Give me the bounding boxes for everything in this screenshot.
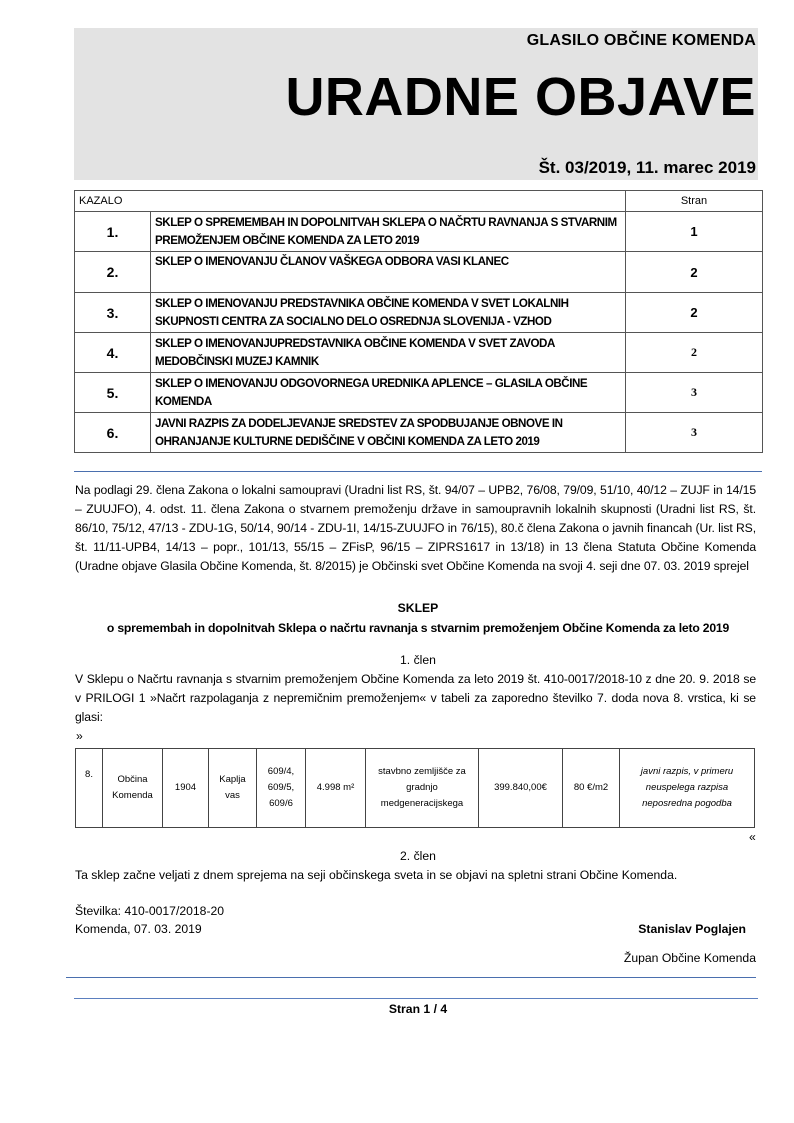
cell-value: 399.840,00€ xyxy=(479,749,563,828)
cell-price: 80 €/m2 xyxy=(563,749,620,828)
contents-row-title[interactable]: JAVNI RAZPIS ZA DODELJEVANJE SREDSTEV ZA SPODBUJANJE OBNOVE IN OHRANJANJE KULTURNE DEDIŠČINE V OBČINI KOMENDA ZA LETO 2019 xyxy=(151,413,626,453)
contents-row-number: 1. xyxy=(75,212,151,252)
contents-header-row xyxy=(75,191,763,212)
contents-row-number: 2. xyxy=(75,252,151,293)
inserted-row-table xyxy=(75,748,755,828)
contents-row-page: 3 xyxy=(626,373,763,413)
cell-municipality: Občina Komenda xyxy=(103,749,163,828)
article-1-heading: 1. člen xyxy=(400,653,436,667)
contents-row-title[interactable]: SKLEP O IMENOVANJU ČLANOV VAŠKEGA ODBORA VASI KLANEC xyxy=(151,252,626,293)
signatory-name: Stanislav Poglajen xyxy=(638,922,746,936)
issue-number-date: Št. 03/2019, 11. marec 2019 xyxy=(538,158,756,177)
footer-divider xyxy=(74,998,758,999)
contents-row-page: 3 xyxy=(626,413,763,453)
contents-row[interactable] xyxy=(75,333,763,373)
contents-row[interactable] xyxy=(75,413,763,453)
article-2-text: Ta sklep začne veljati z dnem sprejema na seji občinskega sveta in se objavi na spletni strani Občine Komenda. xyxy=(75,868,678,882)
quote-close: « xyxy=(749,830,756,844)
contents-table xyxy=(74,190,763,453)
cell-area: 4.998 m² xyxy=(306,749,366,828)
cell-type: stavbno zemljišče za gradnjo medgeneracijskega xyxy=(366,749,479,828)
contents-header-label: KAZALO xyxy=(75,191,626,212)
article-2-heading: 2. člen xyxy=(400,849,436,863)
section-divider xyxy=(74,471,762,472)
contents-row-number: 5. xyxy=(75,373,151,413)
cell-number: 8. xyxy=(76,749,103,828)
contents-row-page: 2 xyxy=(626,333,763,373)
signatory-role: Župan Občine Komenda xyxy=(623,951,756,965)
table-row xyxy=(76,749,755,828)
contents-row[interactable] xyxy=(75,252,763,293)
quote-open: » xyxy=(76,729,83,743)
contents-row-page: 2 xyxy=(626,252,763,293)
contents-row-title[interactable]: SKLEP O IMENOVANJU PREDSTAVNIKA OBČINE KOMENDA V SVET LOKALNIH SKUPNOSTI CENTRA ZA SOCIALNO DELO OSREDNJA SLOVENIJA - VZHOD xyxy=(151,293,626,333)
place-date: Komenda, 07. 03. 2019 xyxy=(75,922,202,936)
contents-row-number: 6. xyxy=(75,413,151,453)
contents-row[interactable] xyxy=(75,293,763,333)
page-header-label: Stran xyxy=(626,191,763,212)
document-number: Številka: 410-0017/2018-20 xyxy=(75,904,225,918)
contents-row-title[interactable]: SKLEP O IMENOVANJUPREDSTAVNIKA OBČINE KOMENDA V SVET ZAVODA MEDOBČINSKI MUZEJ KAMNIK xyxy=(151,333,626,373)
page-number: Stran 1 / 4 xyxy=(388,1002,448,1016)
contents-row-title[interactable]: SKLEP O SPREMEMBAH IN DOPOLNITVAH SKLEPA O NAČRTU RAVNANJA S STVARNIM PREMOŽENJEM OBČINE KOMENDA ZA LETO 2019 xyxy=(151,212,626,252)
page-title: URADNE OBJAVE xyxy=(285,67,756,127)
contents-row[interactable] xyxy=(75,212,763,252)
cell-cadastral-code: 1904 xyxy=(163,749,209,828)
contents-row[interactable] xyxy=(75,373,763,413)
cell-parcels: 609/4, 609/5, 609/6 xyxy=(257,749,306,828)
contents-row-page: 1 xyxy=(626,212,763,252)
contents-row-page: 2 xyxy=(626,293,763,333)
contents-row-number: 3. xyxy=(75,293,151,333)
decree-subtitle: o spremembah in dopolnitvah Sklepa o načrtu ravnanja s stvarnim premoženjem Občine Komenda za leto 2019 xyxy=(106,621,730,635)
gazette-header xyxy=(74,28,758,180)
contents-row-number: 4. xyxy=(75,333,151,373)
gazette-name: GLASILO OBČINE KOMENDA xyxy=(526,32,756,49)
section-divider xyxy=(66,977,756,978)
cell-method: javni razpis, v primeru neuspelega razpisa neposredna pogodba xyxy=(620,749,755,828)
decree-title: SKLEP xyxy=(397,601,439,615)
contents-row-title[interactable]: SKLEP O IMENOVANJU ODGOVORNEGA UREDNIKA APLENCE – GLASILA OBČINE KOMENDA xyxy=(151,373,626,413)
preamble-paragraph: Na podlagi 29. člena Zakona o lokalni samoupravi (Uradni list RS, št. 94/07 – UPB2, 76/08, 79/09, 51/10, 40/12 – ZUJF in 14/15 – ZUUJFO), 4. odst. 11. člena Zakona o stvarnem premoženju države in samoupravnih lokalnih skupnosti (Uradni list RS, št. 86/10, 75/12, 47/13 - ZDU-1G, 50/14, 90/14 - ZDU-1I, 14/15-ZUUJFO in 76/15), 80.č člena Zakona o javnih financah (Ur. list RS, št. 11/11-UPB4, 14/13 – popr., 101/13, 55/15 – ZFisP, 96/15 – ZIPRS1617 in 13/18) in 13 člena Statuta Občine Komenda (Uradne objave Glasila Občine Komenda, št. 8/2015) je Občinski svet Občine Komenda na svoji 4. seji dne 07. 03. 2019 sprejel xyxy=(75,483,756,573)
article-1-text: V Sklepu o Načrtu ravnanja s stvarnim premoženjem Občine Komenda za leto 2019 št. 410-0017/2018-10 z dne 20. 9. 2018 se v PRILOGI 1 »Načrt razpolaganja z nepremičnim premoženjem« v tabeli za zaporedno številko 7. doda nova 8. vrstica, ki se glasi: xyxy=(75,672,756,724)
cell-cadastral-name: Kaplja vas xyxy=(209,749,257,828)
